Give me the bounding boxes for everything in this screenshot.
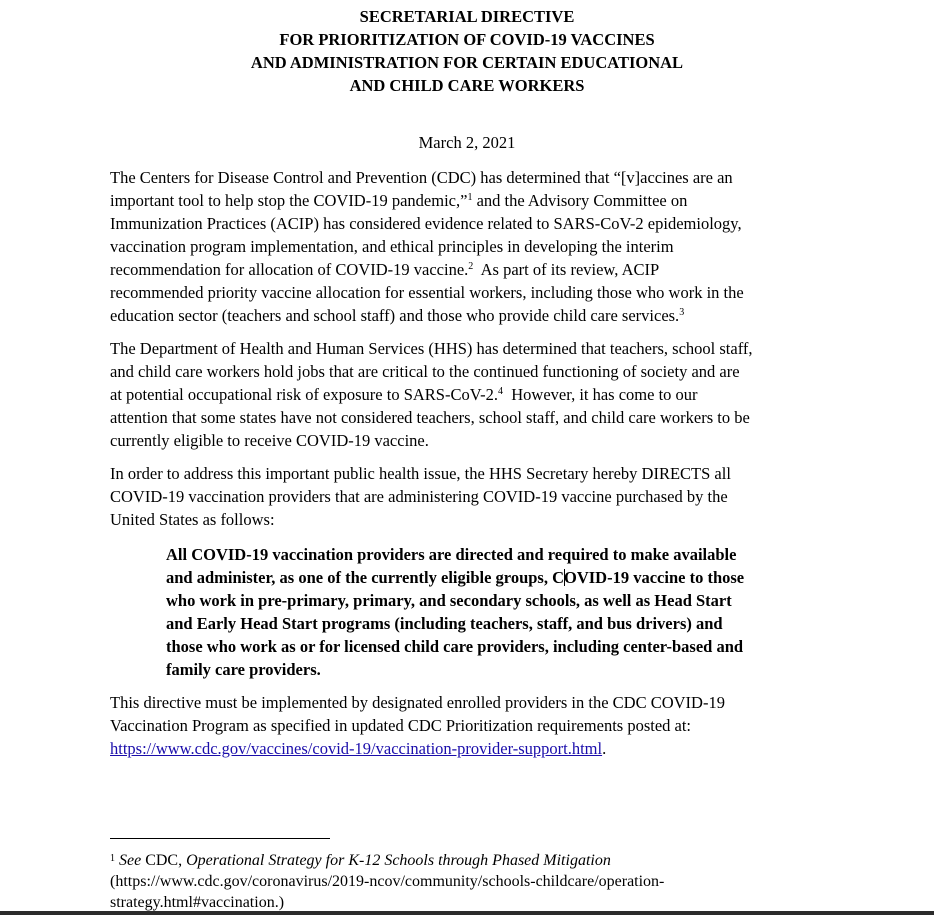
paragraph-hhs: The Department of Health and Human Services (HHS) has determined that teachers, school staff, and child care workers hold jobs that are critical to the continued functioning of society and are at potential occupational risk of exposure to SARS-CoV-2.$^4$ However, it has come to our attention that some states have not considered teachers, school staff, and child care workers to be currently eligible to receive COVID-19 vaccine. [110,339,753,450]
cdc-provider-support-link[interactable]: https://www.cdc.gov/vaccines/covid-19/vaccination-provider-support.html [110,739,603,758]
footnote-1: $^1$ See CDC, Operational Strategy for K-12 Schools through Phased Mitigation (https://www.cdc.gov/coronavirus/2019-ncov/community/schools-childcare/operation- strategy.html#vaccination.) [110,852,665,911]
title-line-2: FOR PRIORITIZATION OF COVID-19 VACCINES [279,30,655,49]
footnote-source-title: Operational Strategy for K-12 Schools through Phased Mitigation [186,852,611,869]
document-title [0,5,934,97]
paragraph-implementation: This directive must be implemented by designated enrolled providers in the CDC COVID-19 Vaccination Program as specified in updated CDC Prioritization requirements posted at: https://www.cdc.gov/vaccines/covid-19/vaccination-provider-support.html. [110,693,725,758]
title-line-3: AND ADMINISTRATION FOR CERTAIN EDUCATIONAL [250,53,684,72]
title-line-1: SECRETARIAL DIRECTIVE [359,7,575,26]
paragraph-cdc: The Centers for Disease Control and Prevention (CDC) has determined that “[v]accines are an important tool to help stop the COVID-19 pandemic,”$^1$ and the Advisory Committee on Immunization Practices (ACIP) has considered evidence related to SARS-CoV-2 epidemiology, vaccination program implementation, and ethical principles in developing the interim recommendation for allocation of COVID-19 vaccine.$^2$ As part of its review, ACIP recommended priority vaccine allocation for essential workers, including those who work in the education sector (teachers and school staff) and those who provide child care services.$^3$ [110,168,744,325]
window-bottom-edge [0,911,934,915]
title-line-4: AND CHILD CARE WORKERS [349,76,585,95]
paragraph-directs: In order to address this important public health issue, the HHS Secretary hereby DIRECTS all COVID-19 vaccination providers that are administering COVID-19 vaccine purchased by the United States as follows: [110,464,731,529]
directive-block: All COVID-19 vaccination providers are directed and required to make available and administer, as one of the currently eligible groups, COVID-19 vaccine to those who work in pre-primary, primary, and secondary schools, as well as Head Start and Early Head Start programs (including teachers, staff, and bus drivers) and those who work as or for licensed child care providers, including center-based and family care providers. [166,545,745,679]
footnote-separator [110,838,330,839]
footnote-ref-2[interactable]: 2 [468,261,474,272]
footnote-ref-3[interactable]: 3 [679,307,685,318]
footnote-ref-4[interactable]: 4 [498,386,503,397]
footnote-ref-1[interactable]: 1 [467,192,473,203]
document-date: March 2, 2021 [418,133,516,152]
footnote-mark: 1 [110,853,115,864]
